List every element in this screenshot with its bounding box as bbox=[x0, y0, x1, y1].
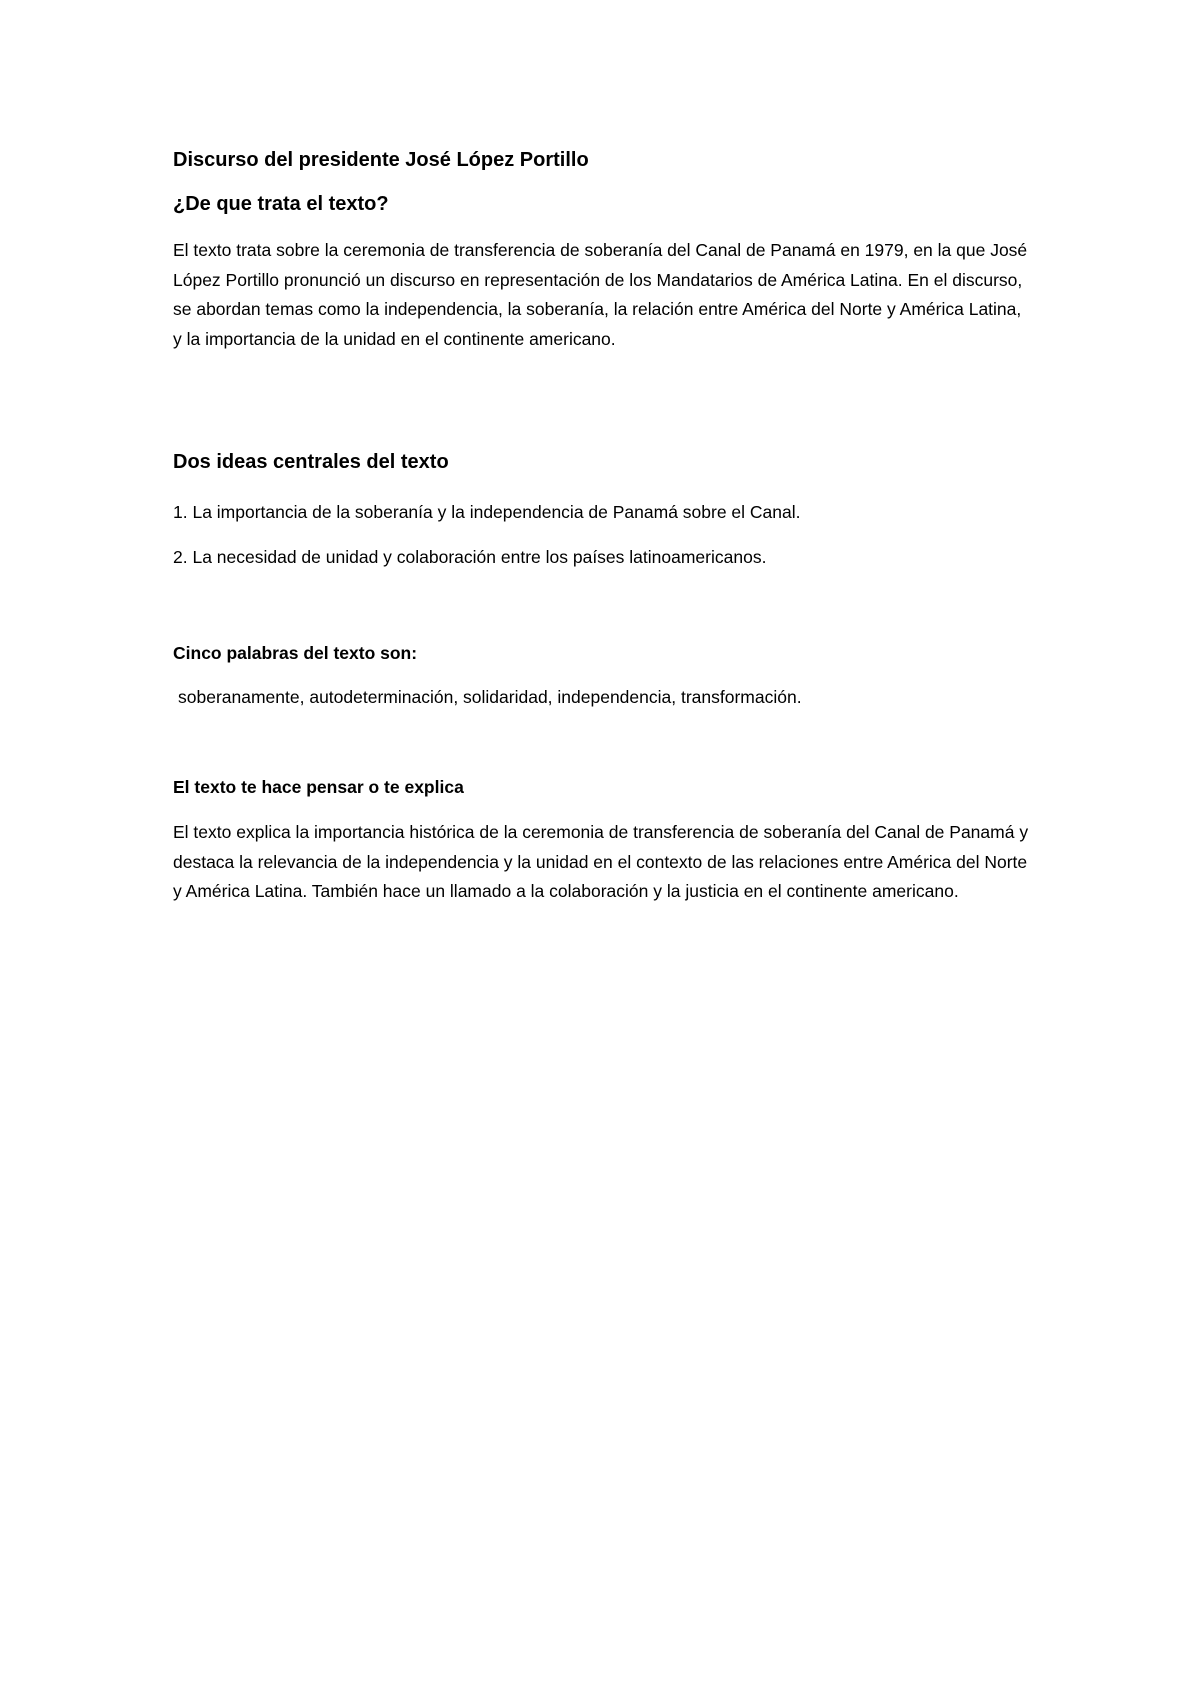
explain-heading: El texto te hace pensar o te explica bbox=[173, 777, 464, 797]
ideas-heading: Dos ideas centrales del texto bbox=[173, 451, 449, 473]
idea-item: 1. La importancia de la soberanía y la independencia de Panamá sobre el Canal. bbox=[173, 502, 801, 522]
idea-item: 2. La necesidad de unidad y colaboración entre los países latinoamericanos. bbox=[173, 547, 767, 567]
question-heading: ¿De que trata el texto? bbox=[173, 193, 389, 215]
words-heading: Cinco palabras del texto son: bbox=[173, 643, 418, 663]
words-list: soberanamente, autodeterminación, solidaridad, independencia, transformación. bbox=[178, 687, 802, 707]
explain-paragraph: El texto explica la importancia histórica de la ceremonia de transferencia de soberanía del Canal de Panamá y destaca la relevancia de la independencia y la unidad en el contexto de las relaciones entre América del Norte y América Latina. También hace un llamado a la colaboración y la justicia en el continente americano. bbox=[173, 822, 1029, 901]
summary-paragraph: El texto trata sobre la ceremonia de transferencia de soberanía del Canal de Panamá en 1979, en la que José López Portillo pronunció un discurso en representación de los Mandatarios de América Latina. En el discurso, se abordan temas como la independencia, la soberanía, la relación entre América del Norte y América Latina, y la importancia de la unidad en el continente americano. bbox=[173, 240, 1028, 349]
document-title: Discurso del presidente José López Portillo bbox=[173, 149, 589, 171]
